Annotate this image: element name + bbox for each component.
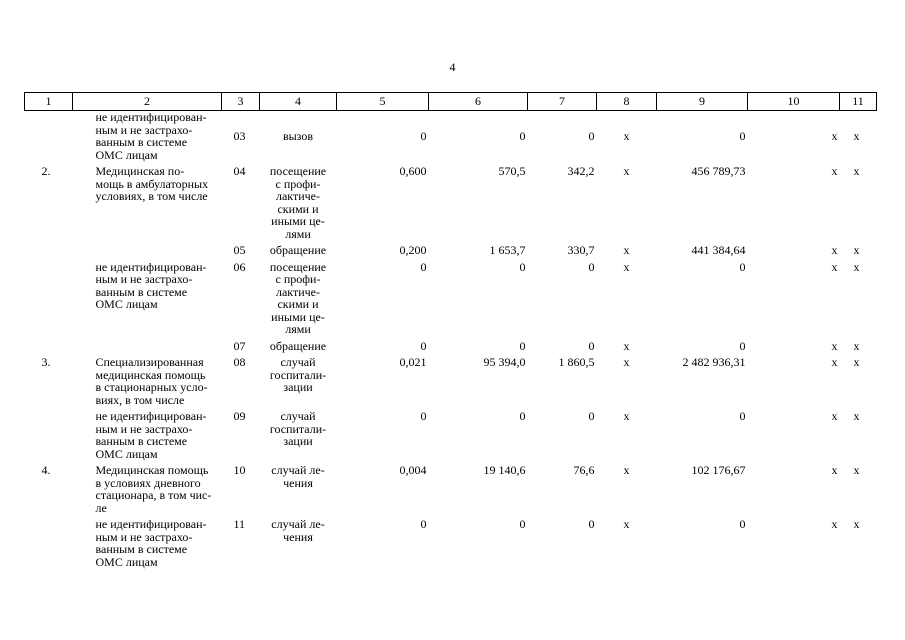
- row-value-total: 0: [739, 259, 746, 274]
- row-value-x: x: [623, 164, 630, 178]
- table-row: [25, 240, 877, 257]
- row-value-total: 0: [739, 338, 746, 353]
- row-value-per-capita: 0: [588, 338, 595, 353]
- table-row: [25, 111, 877, 162]
- row-value-per-capita: 1 860,5: [558, 355, 595, 369]
- row-value-x: x: [623, 517, 630, 531]
- row-value-cost: 0: [519, 338, 526, 353]
- column-header: 7: [528, 93, 597, 111]
- row-value-total: 0: [739, 517, 746, 531]
- row-value-x: x: [831, 128, 838, 143]
- column-header: 9: [657, 93, 748, 111]
- row-number: 4.: [41, 463, 51, 477]
- row-description: Медицинская помощь в условиях дневного стационара, в том чис- ле: [95, 463, 212, 515]
- column-header: 3: [222, 93, 260, 111]
- column-header: 11: [840, 93, 877, 111]
- row-value-x: x: [623, 259, 630, 274]
- row-number: [25, 336, 73, 353]
- row-value-norm: 0,200: [399, 243, 427, 257]
- column-header: 5: [337, 93, 429, 111]
- row-value-cost: 1 653,7: [489, 243, 526, 257]
- row-unit: случай ле- чения: [271, 463, 325, 490]
- row-value-x: x: [623, 355, 630, 369]
- row-value-total: 102 176,67: [691, 463, 746, 477]
- row-value-x: x: [623, 463, 630, 477]
- row-number: 2.: [41, 164, 51, 178]
- row-value-per-capita: 330,7: [567, 243, 595, 257]
- row-code: 10: [233, 463, 246, 477]
- row-code: 03: [233, 128, 246, 143]
- row-code: 07: [233, 338, 246, 353]
- row-number: [25, 257, 73, 336]
- row-value-x: x: [831, 517, 838, 531]
- row-description: не идентифицирован- ным и не застрахо- ванным в системе ОМС лицам: [95, 259, 207, 311]
- row-value-x: x: [853, 409, 860, 423]
- row-code: 06: [233, 259, 246, 274]
- row-value-total: 2 482 936,31: [682, 355, 746, 369]
- row-value-x: x: [853, 243, 860, 257]
- row-description: не идентифицирован- ным и не застрахо- ванным в системе ОМС лицам: [95, 110, 207, 162]
- row-value-total: 456 789,73: [691, 164, 746, 178]
- row-code: 04: [233, 164, 246, 178]
- row-value-x: x: [853, 259, 860, 274]
- row-number: [25, 514, 73, 568]
- column-header: 6: [429, 93, 528, 111]
- row-value-total: 441 384,64: [691, 243, 746, 257]
- column-header: 1: [25, 93, 73, 111]
- row-unit: вызов: [282, 128, 314, 143]
- row-unit: случай ле- чения: [271, 517, 325, 544]
- row-unit: случай госпитали- зации: [269, 409, 327, 448]
- row-value-x: x: [853, 355, 860, 369]
- row-unit: посещение с профи- лактиче- скими и иными це- лями: [269, 259, 327, 336]
- row-value-x: x: [623, 338, 630, 353]
- row-value-per-capita: 0: [588, 128, 595, 143]
- row-value-x: x: [853, 164, 860, 178]
- header-row: [25, 93, 877, 111]
- row-value-norm: 0: [420, 259, 427, 274]
- row-unit: обращение: [269, 338, 327, 353]
- row-value-cost: 19 140,6: [483, 463, 526, 477]
- row-value-x: x: [623, 128, 630, 143]
- row-value-norm: 0,021: [399, 355, 427, 369]
- row-value-cost: 570,5: [498, 164, 526, 178]
- row-value-x: x: [831, 259, 838, 274]
- row-unit: случай госпитали- зации: [269, 355, 327, 394]
- row-value-x: x: [831, 338, 838, 353]
- row-number: [25, 240, 73, 257]
- row-value-total: 0: [739, 128, 746, 143]
- table-row: [25, 336, 877, 353]
- row-value-per-capita: 76,6: [573, 463, 595, 477]
- row-value-x: x: [831, 164, 838, 178]
- row-value-x: x: [831, 409, 838, 423]
- row-value-cost: 0: [519, 128, 526, 143]
- row-value-x: x: [853, 463, 860, 477]
- row-code: 08: [233, 355, 246, 369]
- row-unit: посещение с профи- лактиче- скими и иными це- лями: [269, 164, 327, 241]
- row-value-per-capita: 0: [588, 259, 595, 274]
- row-value-x: x: [853, 338, 860, 353]
- row-description: Специализированная медицинская помощь в стационарных усло- виях, в том числе: [95, 355, 208, 407]
- row-value-norm: 0: [420, 128, 427, 143]
- row-number: [25, 406, 73, 460]
- table-row: [25, 406, 877, 460]
- row-value-per-capita: 342,2: [567, 164, 595, 178]
- row-value-norm: 0: [420, 409, 427, 423]
- row-description: [73, 336, 222, 353]
- row-value-norm: 0: [420, 517, 427, 531]
- table-row: [25, 514, 877, 568]
- row-value-norm: 0,600: [399, 164, 427, 178]
- column-header: 4: [260, 93, 337, 111]
- row-value-x: x: [853, 128, 860, 143]
- table-row: [25, 352, 877, 406]
- row-description: не идентифицирован- ным и не застрахо- ванным в системе ОМС лицам: [95, 517, 207, 569]
- row-value-x: x: [623, 409, 630, 423]
- page-number: 4: [449, 60, 456, 74]
- row-description: не идентифицирован- ным и не застрахо- ванным в системе ОМС лицам: [95, 409, 207, 461]
- row-value-cost: 0: [519, 517, 526, 531]
- data-table: [24, 92, 877, 568]
- row-description: [73, 240, 222, 257]
- column-header: 10: [748, 93, 840, 111]
- row-value-per-capita: 0: [588, 409, 595, 423]
- column-header: 2: [73, 93, 222, 111]
- row-number: [25, 111, 73, 162]
- row-number: 3.: [41, 355, 51, 369]
- row-code: 09: [233, 409, 246, 423]
- row-value-norm: 0,004: [399, 463, 427, 477]
- row-value-norm: 0: [420, 338, 427, 353]
- row-value-cost: 95 394,0: [483, 355, 526, 369]
- table-row: [25, 257, 877, 336]
- row-value-x: x: [831, 355, 838, 369]
- table-row: [25, 161, 877, 240]
- table-row: [25, 460, 877, 514]
- row-value-total: 0: [739, 409, 746, 423]
- row-value-x: x: [831, 463, 838, 477]
- row-value-cost: 0: [519, 409, 526, 423]
- row-value-per-capita: 0: [588, 517, 595, 531]
- row-code: 11: [233, 517, 246, 531]
- column-header: 8: [597, 93, 657, 111]
- row-value-cost: 0: [519, 259, 526, 274]
- row-code: 05: [233, 243, 246, 257]
- row-value-x: x: [623, 243, 630, 257]
- row-unit: обращение: [269, 243, 327, 257]
- row-value-x: x: [853, 517, 860, 531]
- row-value-x: x: [831, 243, 838, 257]
- row-description: Медицинская по- мощь в амбулаторных условиях, в том числе: [95, 164, 209, 203]
